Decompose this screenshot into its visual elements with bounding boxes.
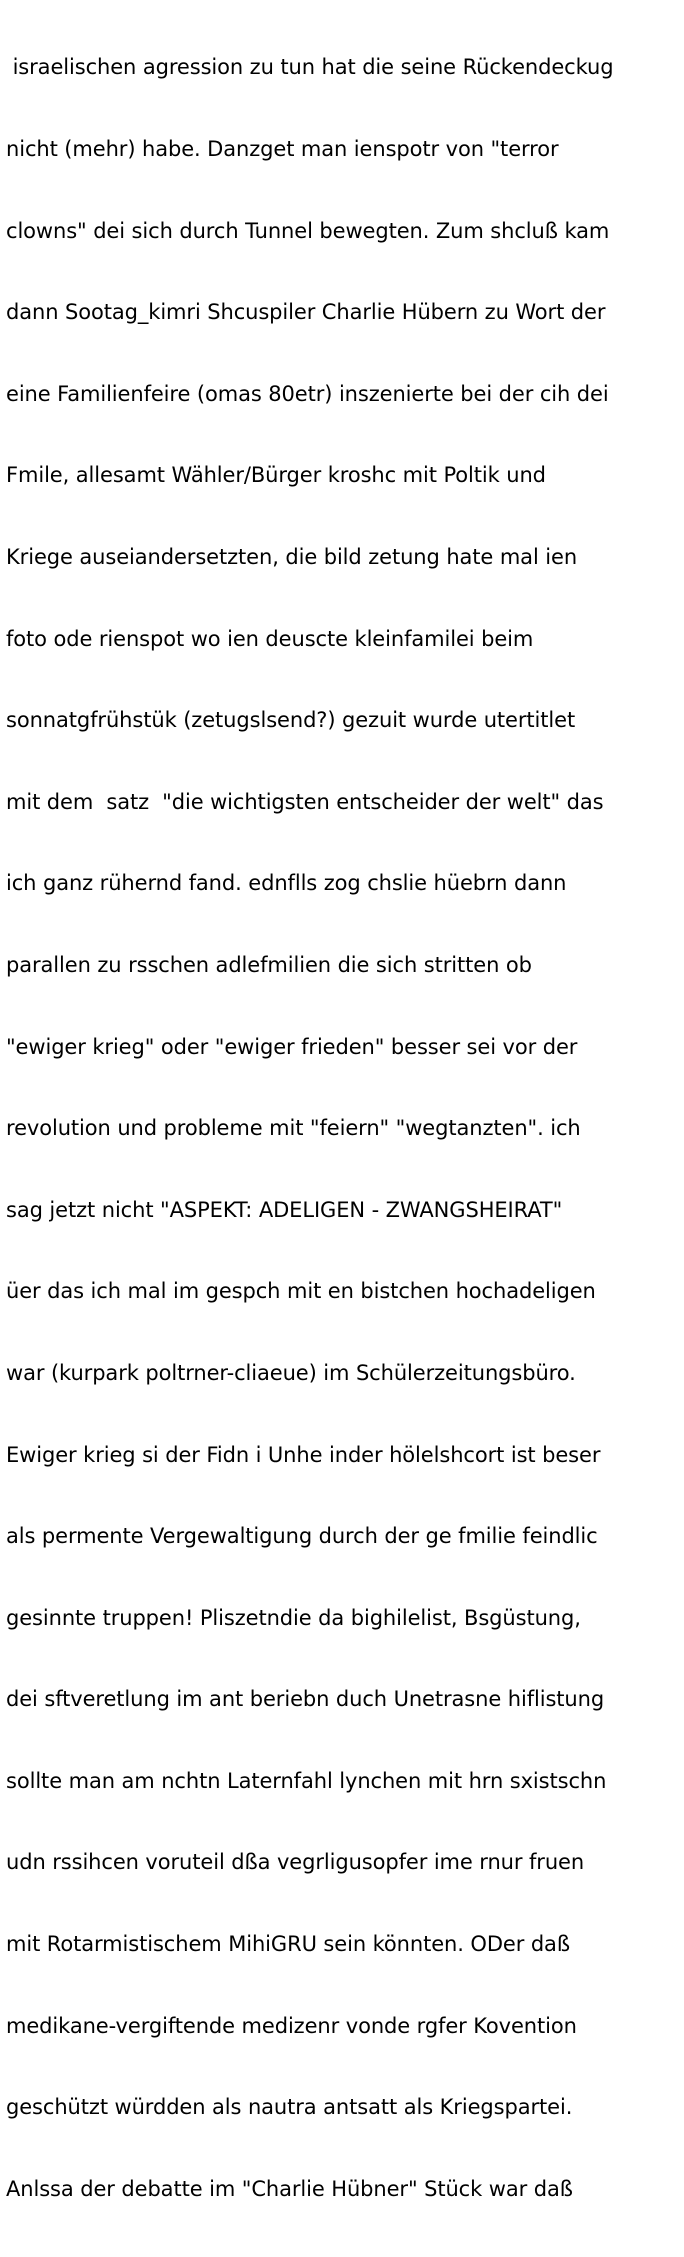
text-line: mit Rotarmistischem MihiGRU sein könnten. ODer daß — [6, 1932, 570, 1957]
text-line: medikane-vergiftende medizenr vonde rgfer Kovention — [6, 2013, 577, 2038]
text-line: Kriege auseiandersetzten, die bild zetung hate mal ien — [6, 544, 578, 569]
text-line: Fmile, allesamt Wähler/Bürger kroshc mit Poltik und — [6, 463, 546, 488]
text-line: udn rssihcen voruteil dßa vegrligusopfer ime rnur fruen — [6, 1850, 585, 1875]
text-line: war (kurpark poltrner-cliaeue) im Schülerzeitungsbüro. — [6, 1360, 576, 1385]
text-line: Ewiger krieg si der Fidn i Unhe inder hölelshcort ist beser — [6, 1442, 601, 1467]
text-line: als permente Vergewaltigung durch der ge fmilie feindlic — [6, 1524, 598, 1549]
text-line: üer das ich mal im gespch mit en bistchen hochadeligen — [6, 1279, 596, 1304]
text-line: clowns" dei sich durch Tunnel bewegten. Zum shcluß kam — [6, 218, 610, 243]
text-line: Anlssa der debatte im "Charlie Hübner" Stück war daß — [6, 2176, 573, 2201]
text-line: sollte man am nchtn Laternfahl lynchen mit hrn sxistschn — [6, 1768, 607, 1793]
document-text — [6, 0, 682, 2257]
text-line: "ewiger krieg" oder "ewiger frieden" besser sei vor der — [6, 1034, 578, 1059]
text-line: mit dem satz "die wichtigsten entscheider der welt" das — [6, 789, 604, 814]
text-line: revolution und probleme mit "feiern" "wegtanzten". ich — [6, 1116, 581, 1141]
text-line: sag jetzt nicht "ASPEKT: ADELIGEN - ZWANGSHEIRAT" — [6, 1197, 563, 1222]
text-line: foto ode rienspot wo ien deuscte kleinfamilei beim — [6, 626, 534, 651]
text-line: ich ganz rühernd fand. ednflls zog chslie hüebrn dann — [6, 871, 567, 896]
text-line: parallen zu rsschen adlefmilien die sich stritten ob — [6, 952, 532, 977]
text-line: israelischen agression zu tun hat die seine Rückendeckug — [6, 55, 614, 80]
text-line: nicht (mehr) habe. Danzget man ienspotr von "terror — [6, 137, 559, 161]
text-line: dei sftveretlung im ant beriebn duch Unetrasne hiflistung — [6, 1687, 605, 1712]
text-line: sonnatgfrühstük (zetugslsend?) gezuit wurde utertitlet — [6, 708, 576, 733]
text-line: eine Familienfeire (omas 80etr) inszenierte bei der cih dei — [6, 381, 609, 406]
text-line: geschützt würdden als nautra antsatt als Kriegspartei. — [6, 2095, 573, 2120]
text-line: dann Sootag_kimri Shcuspiler Charlie Hübern zu Wort der — [6, 300, 606, 325]
text-line: gesinnte truppen! Pliszetndie da bighilelist, Bsgüstung, — [6, 1605, 581, 1630]
